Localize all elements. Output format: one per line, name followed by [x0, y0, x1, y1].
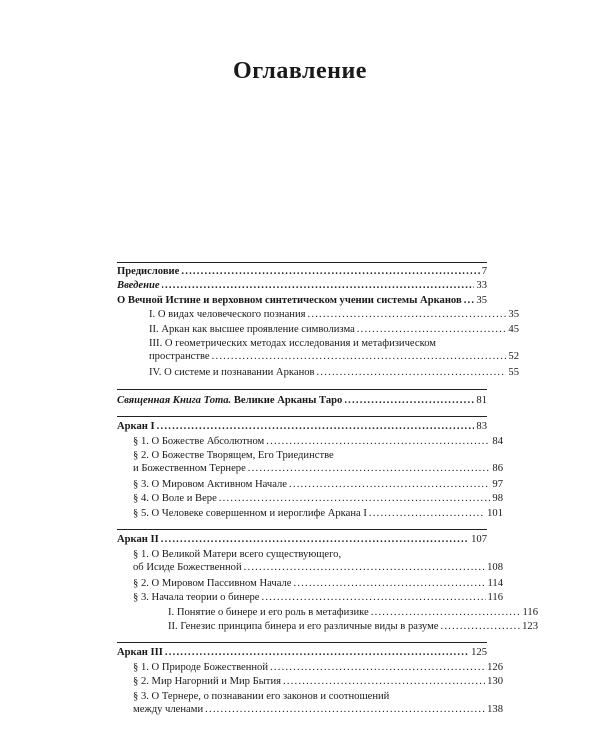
toc-entry-line — [168, 606, 538, 619]
dot-leader — [181, 265, 479, 278]
toc-entry-title: § 5. О Человеке совершенном и иероглифе Аркана I — [133, 508, 367, 519]
toc-entry[interactable] — [117, 294, 487, 307]
toc-entry-title: Аркан II — [117, 534, 159, 545]
toc-entry-line — [133, 591, 503, 604]
toc-entry-title: Аркан I — [117, 421, 155, 432]
toc-entry[interactable] — [117, 661, 503, 674]
toc-entry-line — [117, 294, 487, 307]
toc-entry[interactable] — [117, 308, 519, 321]
toc-entry-line — [133, 703, 503, 716]
dot-leader — [293, 577, 485, 590]
section-divider — [117, 416, 487, 417]
toc-entry[interactable] — [117, 449, 503, 475]
toc-entry-line — [133, 462, 503, 475]
toc-entry-title: О Вечной Истине и верховном синтетическом учении системы Арканов — [117, 295, 462, 306]
toc-entry[interactable] — [117, 690, 503, 716]
toc-entry-title: § 1. О Божестве Абсолютном — [133, 436, 265, 447]
toc-entry-line — [133, 507, 503, 520]
toc-page-number: 98 — [492, 493, 503, 504]
toc-page-number: 84 — [492, 436, 503, 447]
toc-entry[interactable] — [117, 606, 538, 619]
dot-leader — [162, 279, 475, 292]
toc-entry[interactable] — [117, 533, 487, 546]
toc-entry-title: § 4. О Воле и Вере — [133, 493, 217, 504]
toc-entry[interactable] — [117, 577, 503, 590]
toc-entry[interactable] — [117, 507, 503, 520]
dot-leader — [369, 507, 485, 520]
toc-page-number: 81 — [476, 395, 487, 406]
toc-entry-title: § 3. Начала теории о бинере — [133, 592, 260, 603]
toc-entry-title-line: III. О геометрических методах исследования и метафизическом — [149, 338, 437, 349]
toc-entry-title: II. Аркан как высшее проявление символизма — [149, 324, 355, 335]
dot-leader — [464, 294, 475, 307]
toc-entry-line — [117, 533, 487, 546]
toc-entry-line — [149, 308, 519, 321]
toc-page-number: 138 — [487, 704, 503, 715]
toc-entry[interactable] — [117, 279, 487, 292]
toc-entry-line — [133, 577, 503, 590]
toc-page-number: 125 — [471, 647, 487, 658]
dot-leader — [219, 492, 491, 505]
toc-entry[interactable] — [117, 646, 487, 659]
toc-entry-title: § 3. О Мировом Активном Начале — [133, 479, 288, 490]
dot-leader — [244, 561, 485, 574]
toc-page-number: 116 — [487, 592, 503, 603]
toc-entry-line — [133, 492, 503, 505]
toc-entry-title: I. О видах человеческого познания — [149, 309, 306, 320]
toc-page-number: 52 — [508, 351, 519, 362]
toc-entry-title: пространстве — [149, 351, 210, 362]
toc-page-number: 55 — [508, 367, 519, 378]
toc-page-number: 108 — [487, 562, 503, 573]
toc-page-number: 86 — [492, 463, 503, 474]
toc-page-number: 114 — [487, 578, 503, 589]
toc-page-number: 116 — [522, 607, 538, 618]
toc-entry-title: § 1. О Природе Божественной — [133, 662, 269, 673]
dot-leader — [357, 323, 507, 336]
toc-entry-line — [168, 620, 538, 633]
toc-entry[interactable] — [117, 478, 503, 491]
page-title: Оглавление — [233, 58, 367, 84]
toc-entry-italic-part: Священная Книга Тота. — [117, 395, 232, 406]
dot-leader — [371, 606, 521, 619]
dot-leader — [283, 675, 485, 688]
toc-entry-title-line: § 3. О Тернере, о познавании его законов и соотношений — [133, 691, 390, 702]
dot-leader — [212, 350, 507, 363]
toc-page-number: 123 — [522, 621, 538, 632]
section-divider — [117, 529, 487, 530]
toc-entry-line — [117, 279, 487, 292]
toc-entry[interactable] — [117, 591, 503, 604]
toc-entry-title: II. Генезис принципа бинера и его различные виды в разуме — [168, 621, 439, 632]
toc-entry[interactable] — [117, 265, 487, 278]
section-divider — [117, 642, 487, 643]
dot-leader — [248, 462, 491, 475]
toc-entry[interactable] — [117, 548, 503, 574]
toc-entry-title: Аркан III — [117, 647, 163, 658]
toc-entry-line — [117, 265, 487, 278]
toc-entry[interactable] — [117, 337, 519, 363]
toc-entry-line — [149, 323, 519, 336]
dot-leader — [165, 646, 469, 659]
toc-entry-title: § 2. Мир Нагорний и Мир Бытия — [133, 676, 281, 687]
dot-leader — [440, 620, 520, 633]
toc-page-number: 7 — [481, 266, 487, 277]
toc-page-number: 107 — [471, 534, 487, 545]
toc-entry-title: § 2. О Мировом Пассивном Начале — [133, 578, 292, 589]
toc-entry-line — [117, 394, 487, 407]
toc-entry-title: IV. О системе и познавании Арканов — [149, 367, 315, 378]
toc-page-number: 35 — [508, 309, 519, 320]
toc-entry-title: об Исиде Божественной — [133, 562, 242, 573]
dot-leader — [266, 435, 490, 448]
dot-leader — [270, 661, 485, 674]
toc-entry[interactable] — [117, 420, 487, 433]
dot-leader — [262, 591, 486, 604]
toc-entry-line — [133, 661, 503, 674]
toc-page-number: 45 — [508, 324, 519, 335]
toc-entry-title: Священная Книга Тота. Великие Арканы Таро — [117, 395, 343, 406]
toc-entry[interactable] — [117, 620, 538, 633]
toc-entry-line — [149, 350, 519, 363]
toc-entry-line — [149, 366, 519, 379]
toc-page-number: 33 — [476, 280, 487, 291]
toc-entry-title-line: § 1. О Великой Матери всего существующего, — [133, 549, 342, 560]
dot-leader — [317, 366, 507, 379]
dot-leader — [161, 533, 469, 546]
toc-entry-title: и Божественном Тернере — [133, 463, 246, 474]
section-divider — [117, 262, 487, 263]
toc-page-number: 35 — [476, 295, 487, 306]
dot-leader — [344, 394, 474, 407]
toc-entry[interactable] — [117, 394, 487, 407]
toc-page-number: 101 — [487, 508, 503, 519]
toc-entry-line — [133, 435, 503, 448]
toc-entry-title-line: § 2. О Божестве Творящем, Его Триединстве — [133, 450, 334, 461]
toc-entry[interactable] — [117, 675, 503, 688]
toc-page-number: 126 — [487, 662, 503, 673]
toc-entry-line — [133, 478, 503, 491]
toc-entry[interactable] — [117, 492, 503, 505]
toc-entry[interactable] — [117, 435, 503, 448]
toc-entry[interactable] — [117, 323, 519, 336]
dot-leader — [157, 420, 475, 433]
toc-entry-title: Введение — [117, 280, 160, 291]
section-divider — [117, 389, 487, 390]
dot-leader — [289, 478, 490, 491]
toc-entry-line — [133, 675, 503, 688]
dot-leader — [308, 308, 507, 321]
toc-entry[interactable] — [117, 366, 519, 379]
toc-entry-title: I. Понятие о бинере и его роль в метафизике — [168, 607, 369, 618]
toc-entry-line — [133, 561, 503, 574]
toc-entry-title: Предисловие — [117, 266, 180, 277]
toc-page-number: 97 — [492, 479, 503, 490]
dot-leader — [205, 703, 485, 716]
toc-page-number: 83 — [476, 421, 487, 432]
toc-page-number: 130 — [487, 676, 503, 687]
toc-entry-line — [117, 420, 487, 433]
toc-entry-title: между членами — [133, 704, 204, 715]
toc-entry-line — [117, 646, 487, 659]
